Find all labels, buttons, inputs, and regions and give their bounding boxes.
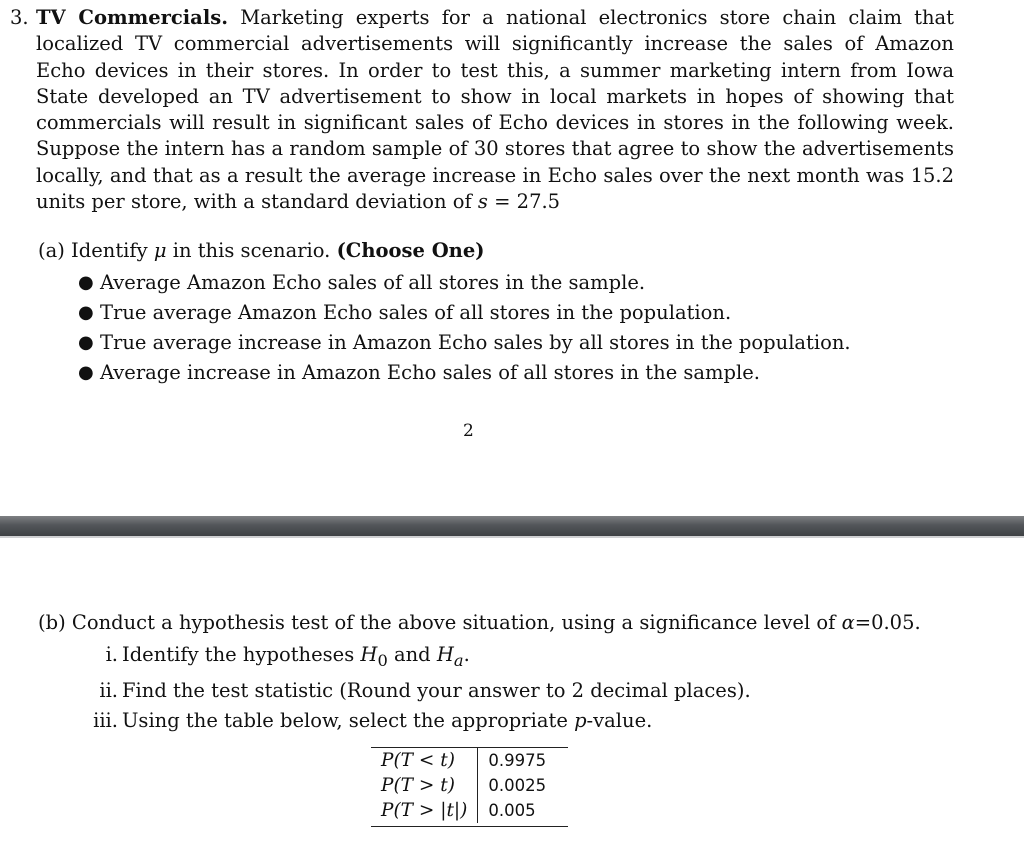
part-b-prompt: (b) Conduct a hypothesis test of the above situation, using a significance level of α=0.05.	[38, 611, 921, 634]
step-item: iii. Using the table below, select the appropriate p-value.	[93, 708, 653, 732]
table-bottom-rule	[371, 826, 568, 827]
option-item[interactable]: ● Average increase in Amazon Echo sales of all stores in the sample.	[100, 358, 851, 388]
bullet-icon: ●	[78, 302, 94, 323]
mu-symbol: μ	[153, 239, 167, 262]
bullet-icon: ●	[78, 362, 94, 383]
problem-title: TV Commercials.	[36, 6, 228, 29]
part-a-prompt: (a) Identify μ in this scenario. (Choose One)	[38, 239, 485, 262]
problem-intro: Marketing experts for a national electronics store chain claim that localized TV commercial advertisements will significantly increase the sales of Amazon Echo devices in their stores. In order to test this, a summer marketing intern from Iowa State developed an TV advertisement to show in local markets in hopes of showing that commercials will result in significant sales of Echo devices in stores in the following week. Suppose the intern has a random sample of 30 stores that agree to show the advertisements locally, and that as a result the average increase in Echo sales over the next month was 15.2 units per store, with a standard deviation of	[36, 6, 954, 214]
part-b-steps	[38, 640, 921, 736]
option-item[interactable]: ● Average Amazon Echo sales of all stores in the sample.	[100, 268, 851, 298]
alpha-symbol: α	[841, 611, 855, 634]
problem-number: 3.	[10, 6, 29, 29]
table-row: P(T > t) 0.0025	[371, 773, 556, 798]
step-item: ii. Find the test statistic (Round your answer to 2 decimal places).	[99, 678, 751, 702]
problem-3	[10, 5, 954, 215]
part-a-label: (a)	[38, 239, 65, 262]
s-value: = 27.5	[487, 190, 561, 214]
part-b	[38, 608, 921, 736]
choose-one-label: (Choose One)	[336, 239, 485, 262]
bullet-icon: ●	[78, 332, 94, 353]
part-a	[38, 238, 851, 388]
page-separator-edge	[0, 536, 1024, 538]
bullet-icon: ●	[78, 272, 94, 293]
part-b-label: (b)	[38, 611, 66, 634]
option-item[interactable]: ● True average increase in Amazon Echo sales by all stores in the population.	[100, 328, 851, 358]
p-value-table	[371, 748, 556, 823]
page-number: 2	[463, 421, 474, 441]
step-item: i. Identify the hypotheses $H_0$ and $H_a$.	[105, 643, 470, 670]
answer-options	[38, 268, 851, 388]
s-symbol: s	[477, 190, 488, 214]
page-separator	[0, 516, 1024, 536]
option-item[interactable]: ● True average Amazon Echo sales of all stores in the population.	[100, 298, 851, 328]
problem-statement	[36, 5, 954, 215]
table-row: P(T < t) 0.9975	[371, 748, 556, 773]
table-row: P(T > |t|) 0.005	[371, 798, 556, 823]
